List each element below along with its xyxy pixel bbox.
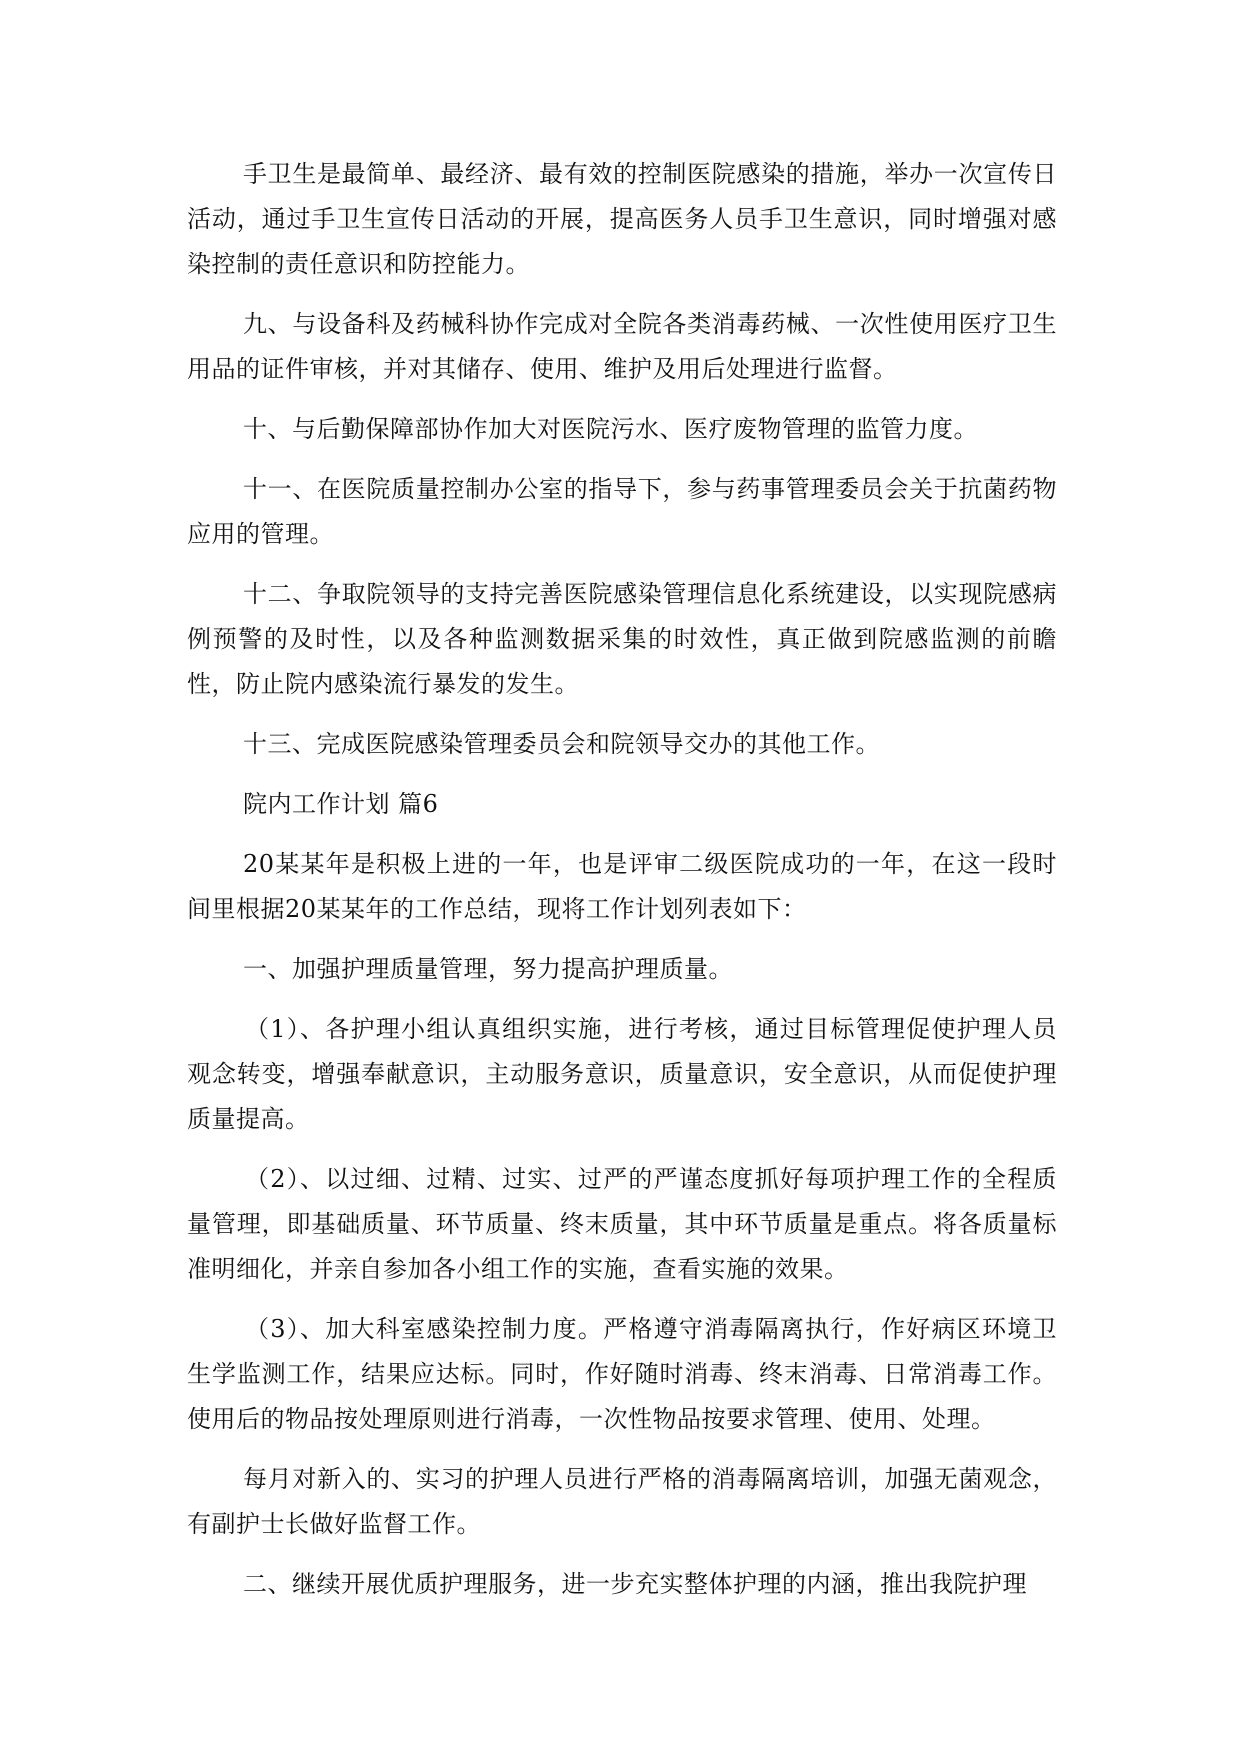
paragraph-item-9: 九、与设备科及药械科协作完成对全院各类消毒药械、一次性使用医疗卫生用品的证件审核，并对其储存、使用、维护及用后处理进行监督。 xyxy=(187,310,1057,383)
paragraph-intro: 20某某年是积极上进的一年，也是评审二级医院成功的一年，在这一段时间里根据20某某年的工作总结，现将工作计划列表如下： xyxy=(187,850,1057,923)
paragraph-item-13: 十三、完成医院感染管理委员会和院领导交办的其他工作。 xyxy=(243,730,880,758)
paragraph-hand-hygiene: 手卫生是最简单、最经济、最有效的控制医院感染的措施，举办一次宣传日活动，通过手卫生宣传日活动的开展，提高医务人员手卫生意识，同时增强对感染控制的责任意识和防控能力。 xyxy=(187,160,1057,278)
paragraph-subpoint-3: （3）、加大科室感染控制力度。严格遵守消毒隔离执行，作好病区环境卫生学监测工作，结果应达标。同时，作好随时消毒、终末消毒、日常消毒工作。使用后的物品按处理原则进行消毒，一次性物品按要求管理、使用、处理。 xyxy=(187,1315,1057,1433)
paragraph-monthly-training: 每月对新入的、实习的护理人员进行严格的消毒隔离培训，加强无菌观念，有副护士长做好监督工作。 xyxy=(187,1465,1057,1538)
paragraph-item-11: 十一、在医院质量控制办公室的指导下，参与药事管理委员会关于抗菌药物应用的管理。 xyxy=(187,475,1057,548)
paragraph-point-1: 一、加强护理质量管理，努力提高护理质量。 xyxy=(243,955,733,983)
document-body xyxy=(187,152,1057,1622)
section-heading: 院内工作计划 篇6 xyxy=(243,790,439,818)
paragraph-item-12: 十二、争取院领导的支持完善医院感染管理信息化系统建设，以实现院感病例预警的及时性，以及各种监测数据采集的时效性，真正做到院感监测的前瞻性，防止院内感染流行暴发的发生。 xyxy=(187,580,1057,698)
paragraph-subpoint-1: （1）、各护理小组认真组织实施，进行考核，通过目标管理促使护理人员观念转变，增强奉献意识，主动服务意识，质量意识，安全意识，从而促使护理质量提高。 xyxy=(187,1015,1057,1133)
paragraph-item-10: 十、与后勤保障部协作加大对医院污水、医疗废物管理的监管力度。 xyxy=(243,415,978,443)
paragraph-subpoint-2: （2）、以过细、过精、过实、过严的严谨态度抓好每项护理工作的全程质量管理，即基础质量、环节质量、终末质量，其中环节质量是重点。将各质量标准明细化，并亲自参加各小组工作的实施，查看实施的效果。 xyxy=(187,1165,1057,1283)
paragraph-point-2: 二、继续开展优质护理服务，进一步充实整体护理的内涵，推出我院护理 xyxy=(243,1570,1027,1598)
